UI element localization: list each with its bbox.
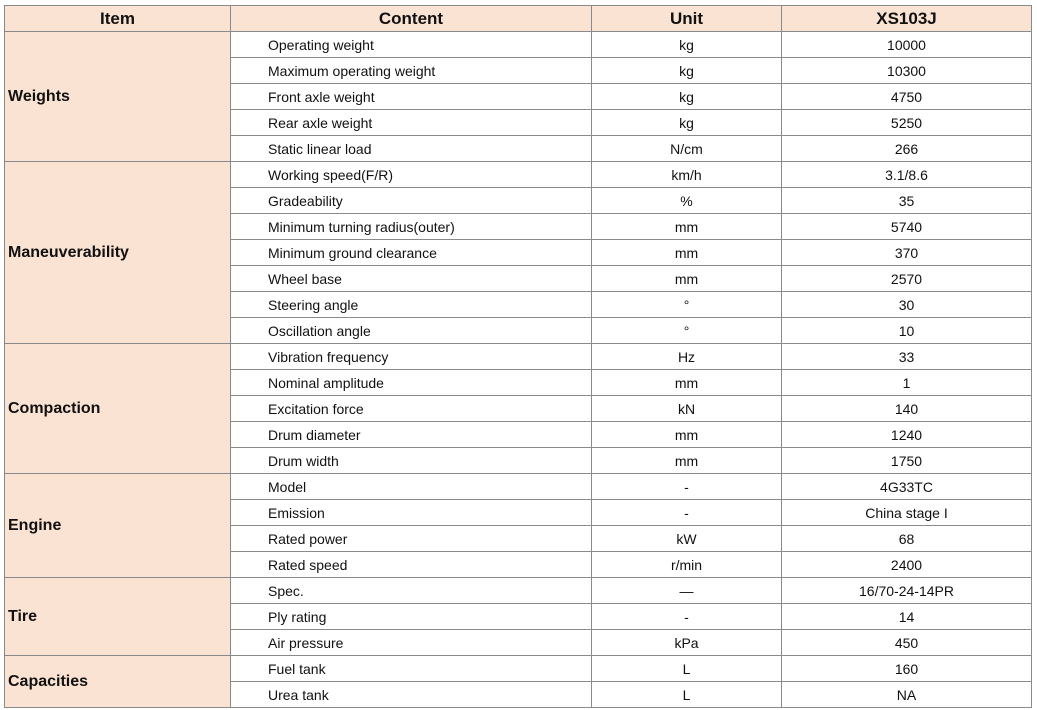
content-cell: Excitation force [231, 396, 592, 422]
value-cell: 140 [782, 396, 1032, 422]
unit-cell: kg [592, 32, 782, 58]
content-cell: Drum width [231, 448, 592, 474]
value-cell: 1750 [782, 448, 1032, 474]
group-label: Capacities [5, 656, 231, 708]
unit-cell: - [592, 500, 782, 526]
value-cell: 10300 [782, 58, 1032, 84]
group-label: Engine [5, 474, 231, 578]
value-cell: 2400 [782, 552, 1032, 578]
value-cell: 2570 [782, 266, 1032, 292]
table-row [5, 344, 1032, 370]
value-cell: NA [782, 682, 1032, 708]
content-cell: Ply rating [231, 604, 592, 630]
unit-cell: mm [592, 448, 782, 474]
content-cell: Urea tank [231, 682, 592, 708]
header-model: XS103J [782, 6, 1032, 32]
content-cell: Air pressure [231, 630, 592, 656]
group-label: Weights [5, 32, 231, 162]
value-cell: 370 [782, 240, 1032, 266]
content-cell: Static linear load [231, 136, 592, 162]
unit-cell: ° [592, 318, 782, 344]
spec-table-container [4, 5, 1032, 708]
content-cell: Minimum ground clearance [231, 240, 592, 266]
content-cell: Front axle weight [231, 84, 592, 110]
content-cell: Rated power [231, 526, 592, 552]
table-row [5, 656, 1032, 682]
value-cell: 10 [782, 318, 1032, 344]
content-cell: Rear axle weight [231, 110, 592, 136]
value-cell: 16/70-24-14PR [782, 578, 1032, 604]
content-cell: Operating weight [231, 32, 592, 58]
header-row [5, 6, 1032, 32]
content-cell: Wheel base [231, 266, 592, 292]
content-cell: Vibration frequency [231, 344, 592, 370]
unit-cell: kg [592, 84, 782, 110]
value-cell: 14 [782, 604, 1032, 630]
unit-cell: % [592, 188, 782, 214]
group-label: Tire [5, 578, 231, 656]
unit-cell: Hz [592, 344, 782, 370]
content-cell: Maximum operating weight [231, 58, 592, 84]
unit-cell: — [592, 578, 782, 604]
unit-cell: mm [592, 422, 782, 448]
value-cell: China stage I [782, 500, 1032, 526]
content-cell: Drum diameter [231, 422, 592, 448]
group-label: Compaction [5, 344, 231, 474]
unit-cell: - [592, 474, 782, 500]
unit-cell: mm [592, 240, 782, 266]
content-cell: Nominal amplitude [231, 370, 592, 396]
unit-cell: N/cm [592, 136, 782, 162]
content-cell: Rated speed [231, 552, 592, 578]
unit-cell: - [592, 604, 782, 630]
table-row [5, 162, 1032, 188]
value-cell: 68 [782, 526, 1032, 552]
content-cell: Emission [231, 500, 592, 526]
spec-table [4, 5, 1032, 708]
unit-cell: r/min [592, 552, 782, 578]
value-cell: 10000 [782, 32, 1032, 58]
unit-cell: kg [592, 110, 782, 136]
value-cell: 4750 [782, 84, 1032, 110]
unit-cell: mm [592, 214, 782, 240]
content-cell: Oscillation angle [231, 318, 592, 344]
table-header [5, 6, 1032, 32]
content-cell: Working speed(F/R) [231, 162, 592, 188]
table-row [5, 578, 1032, 604]
header-item: Item [5, 6, 231, 32]
unit-cell: L [592, 656, 782, 682]
unit-cell: ° [592, 292, 782, 318]
content-cell: Spec. [231, 578, 592, 604]
header-unit: Unit [592, 6, 782, 32]
value-cell: 3.1/8.6 [782, 162, 1032, 188]
unit-cell: kN [592, 396, 782, 422]
value-cell: 450 [782, 630, 1032, 656]
value-cell: 30 [782, 292, 1032, 318]
value-cell: 5250 [782, 110, 1032, 136]
table-row [5, 474, 1032, 500]
value-cell: 160 [782, 656, 1032, 682]
unit-cell: L [592, 682, 782, 708]
table-row [5, 32, 1032, 58]
content-cell: Model [231, 474, 592, 500]
content-cell: Fuel tank [231, 656, 592, 682]
unit-cell: kg [592, 58, 782, 84]
unit-cell: mm [592, 266, 782, 292]
value-cell: 35 [782, 188, 1032, 214]
content-cell: Steering angle [231, 292, 592, 318]
content-cell: Gradeability [231, 188, 592, 214]
value-cell: 1240 [782, 422, 1032, 448]
value-cell: 5740 [782, 214, 1032, 240]
table-body [5, 32, 1032, 708]
content-cell: Minimum turning radius(outer) [231, 214, 592, 240]
header-content: Content [231, 6, 592, 32]
unit-cell: kPa [592, 630, 782, 656]
value-cell: 1 [782, 370, 1032, 396]
unit-cell: mm [592, 370, 782, 396]
group-label: Maneuverability [5, 162, 231, 344]
value-cell: 266 [782, 136, 1032, 162]
value-cell: 33 [782, 344, 1032, 370]
unit-cell: km/h [592, 162, 782, 188]
unit-cell: kW [592, 526, 782, 552]
value-cell: 4G33TC [782, 474, 1032, 500]
